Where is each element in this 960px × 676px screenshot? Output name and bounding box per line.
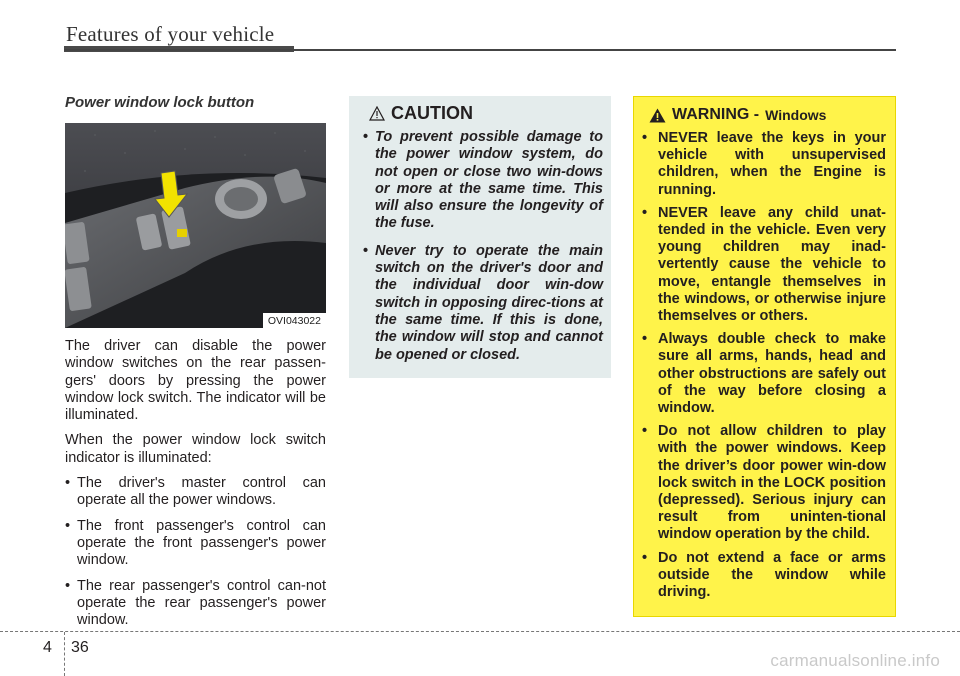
paragraph-1: The driver can disable the power window switches on the rear passen-gers' doors by pressing the power window lock switch. The indicator will be illuminated. xyxy=(65,338,326,424)
footer-divider xyxy=(64,632,65,676)
list-item: • The front passenger's control can operate the front passenger's power window. xyxy=(65,518,326,570)
warning-box xyxy=(633,96,896,617)
list-item: • To prevent possible damage to the power window system, do not open or close two win-dows or more at the same time. This will also ensure the longevity of the fuse. xyxy=(363,129,603,233)
caution-list xyxy=(363,129,603,374)
list-item: • Do not allow children to play with the power windows. Keep the driver’s door power win-dow lock switch in the LOCK position (depressed). Serious injury can result from uninten-tional window operation by the child. xyxy=(642,423,886,543)
caution-triangle-icon xyxy=(369,106,385,121)
footer-rule xyxy=(0,631,960,632)
figure-caption: OVI043022 xyxy=(263,313,326,328)
door-switch-illustration xyxy=(65,123,326,328)
list-item: • NEVER leave the keys in your vehicle with unsupervised children, when the Engine is running. xyxy=(642,130,886,199)
header-rule xyxy=(64,49,896,51)
section-title: Power window lock button xyxy=(65,94,255,111)
warning-triangle-icon xyxy=(649,108,666,123)
list-item: • Do not extend a face or arms outside the window while driving. xyxy=(642,550,886,602)
list-item: • The rear passenger's control can-not operate the rear passenger's power window. xyxy=(65,578,326,630)
chapter-number: 4 xyxy=(43,639,52,656)
list-item: • NEVER leave any child unat-tended in the vehicle. Even very young children may inad-vertently cause the vehicle to move, entangle themselves in the windows, or otherwise injure themselves or others. xyxy=(642,205,886,325)
bullet-list xyxy=(65,475,326,629)
warning-title: WARNING - xyxy=(672,106,760,123)
page-number: 36 xyxy=(71,639,89,656)
main-text-column xyxy=(65,338,326,637)
door-switch-photo xyxy=(65,123,326,328)
caution-box xyxy=(349,96,611,378)
caution-header xyxy=(369,103,473,124)
watermark: carmanualsonline.info xyxy=(770,651,940,670)
list-item: • Always double check to make sure all arms, hands, head and other obstructions are safely out of the way before closing a window. xyxy=(642,331,886,417)
warning-subtitle: Windows xyxy=(765,107,827,123)
paragraph-2: When the power window lock switch indicator is illuminated: xyxy=(65,432,326,466)
caution-title: CAUTION xyxy=(391,103,473,123)
warning-header xyxy=(649,106,826,124)
header-title: Features of your vehicle xyxy=(66,22,275,46)
list-item: • Never try to operate the main switch on the driver's door and the individual door win-dow switch in opposing direc-tions at the same time. If this is done, the window will stop and cannot be opened or closed. xyxy=(363,243,603,364)
warning-list xyxy=(642,130,886,607)
list-item: • The driver's master control can operate all the power windows. xyxy=(65,475,326,510)
